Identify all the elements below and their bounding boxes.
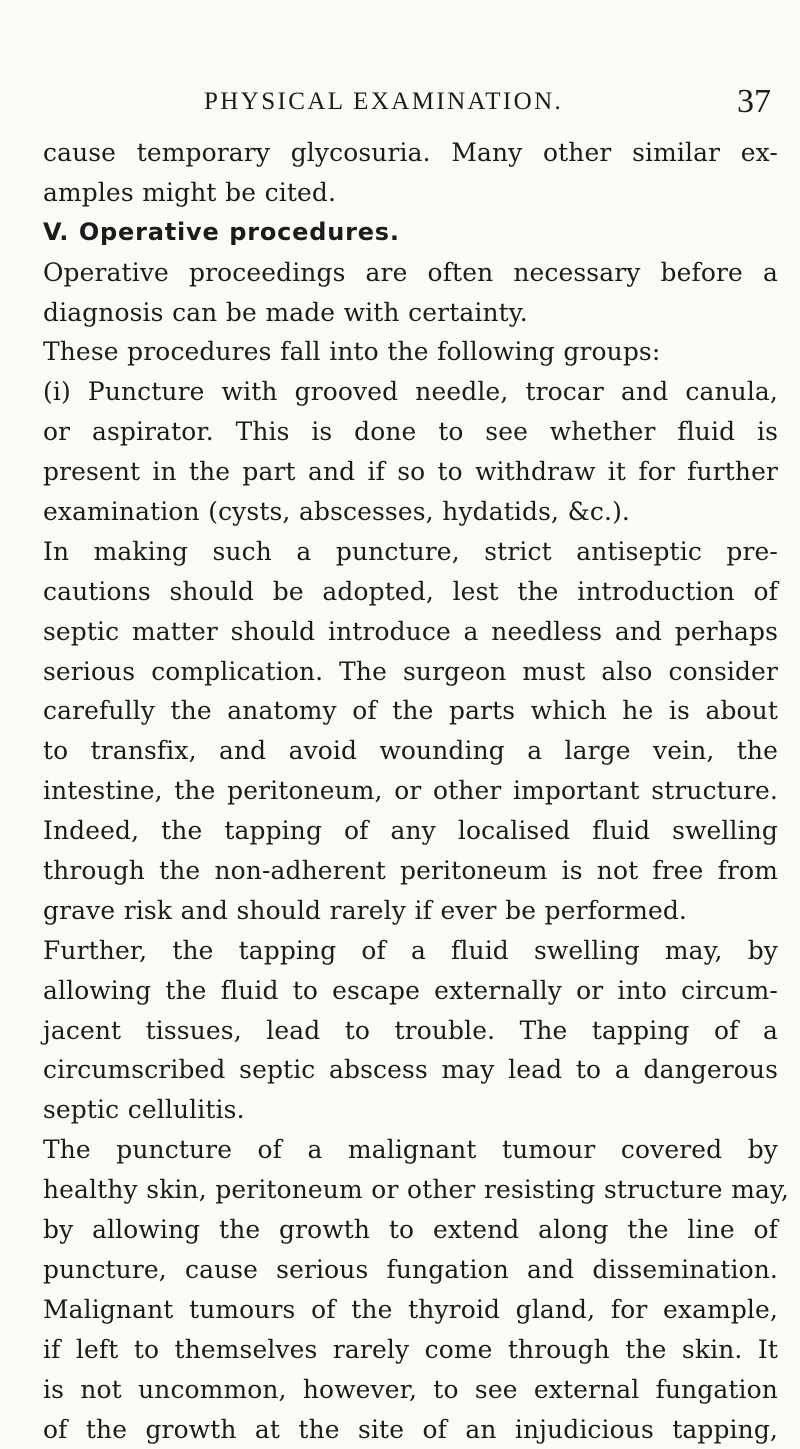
- text-line-26: The puncture of a malignant tumour covered by: [43, 1130, 778, 1170]
- text-line-2: amples might be cited.: [43, 173, 778, 213]
- section-heading-operative-procedures: V. Operative procedures.: [43, 213, 778, 253]
- text-line-31: if left to themselves rarely come through the skin. It: [43, 1330, 778, 1370]
- text-line-28: by allowing the growth to extend along the line of: [43, 1210, 778, 1250]
- text-line-33: of the growth at the site of an injudicious tapping,: [43, 1410, 778, 1449]
- text-line-22: allowing the fluid to escape externally or into circum-: [43, 971, 778, 1011]
- text-line-6: These procedures fall into the following groups:: [43, 332, 778, 372]
- text-line-9: present in the part and if so to withdraw it for further: [43, 452, 778, 492]
- text-line-12: cautions should be adopted, lest the introduction of: [43, 572, 778, 612]
- text-line-7: (i) Puncture with grooved needle, trocar and canula,: [43, 372, 778, 412]
- text-line-19: through the non-adherent peritoneum is not free from: [43, 851, 778, 891]
- text-line-27: healthy skin, peritoneum or other resisting structure may,: [43, 1170, 778, 1210]
- text-line-17: intestine, the peritoneum, or other important structure.: [43, 771, 778, 811]
- body-text: [43, 133, 778, 1449]
- text-line-14: serious complication. The surgeon must also consider: [43, 652, 778, 692]
- text-line-4: Operative proceedings are often necessary before a: [43, 253, 778, 293]
- text-line-13: septic matter should introduce a needless and perhaps: [43, 612, 778, 652]
- text-line-30: Malignant tumours of the thyroid gland, for example,: [43, 1290, 778, 1330]
- text-line-20: grave risk and should rarely if ever be performed.: [43, 891, 778, 931]
- text-line-25: septic cellulitis.: [43, 1090, 778, 1130]
- page-number: 37: [737, 83, 771, 121]
- text-line-32: is not uncommon, however, to see external fungation: [43, 1370, 778, 1410]
- text-line-5: diagnosis can be made with certainty.: [43, 293, 778, 333]
- text-line-24: circumscribed septic abscess may lead to a dangerous: [43, 1050, 778, 1090]
- text-line-29: puncture, cause serious fungation and dissemination.: [43, 1250, 778, 1290]
- text-line-1: cause temporary glycosuria. Many other similar ex-: [43, 133, 778, 173]
- text-line-18: Indeed, the tapping of any localised fluid swelling: [43, 811, 778, 851]
- text-line-8: or aspirator. This is done to see whether fluid is: [43, 412, 778, 452]
- text-line-11: In making such a puncture, strict antiseptic pre-: [43, 532, 778, 572]
- running-header: [196, 84, 772, 124]
- text-line-21: Further, the tapping of a fluid swelling may, by: [43, 931, 778, 971]
- text-line-23: jacent tissues, lead to trouble. The tapping of a: [43, 1011, 778, 1051]
- text-line-15: carefully the anatomy of the parts which he is about: [43, 691, 778, 731]
- text-line-16: to transfix, and avoid wounding a large vein, the: [43, 731, 778, 771]
- page-title: PHYSICAL EXAMINATION.: [204, 86, 563, 118]
- text-line-10: examination (cysts, abscesses, hydatids, &c.).: [43, 492, 778, 532]
